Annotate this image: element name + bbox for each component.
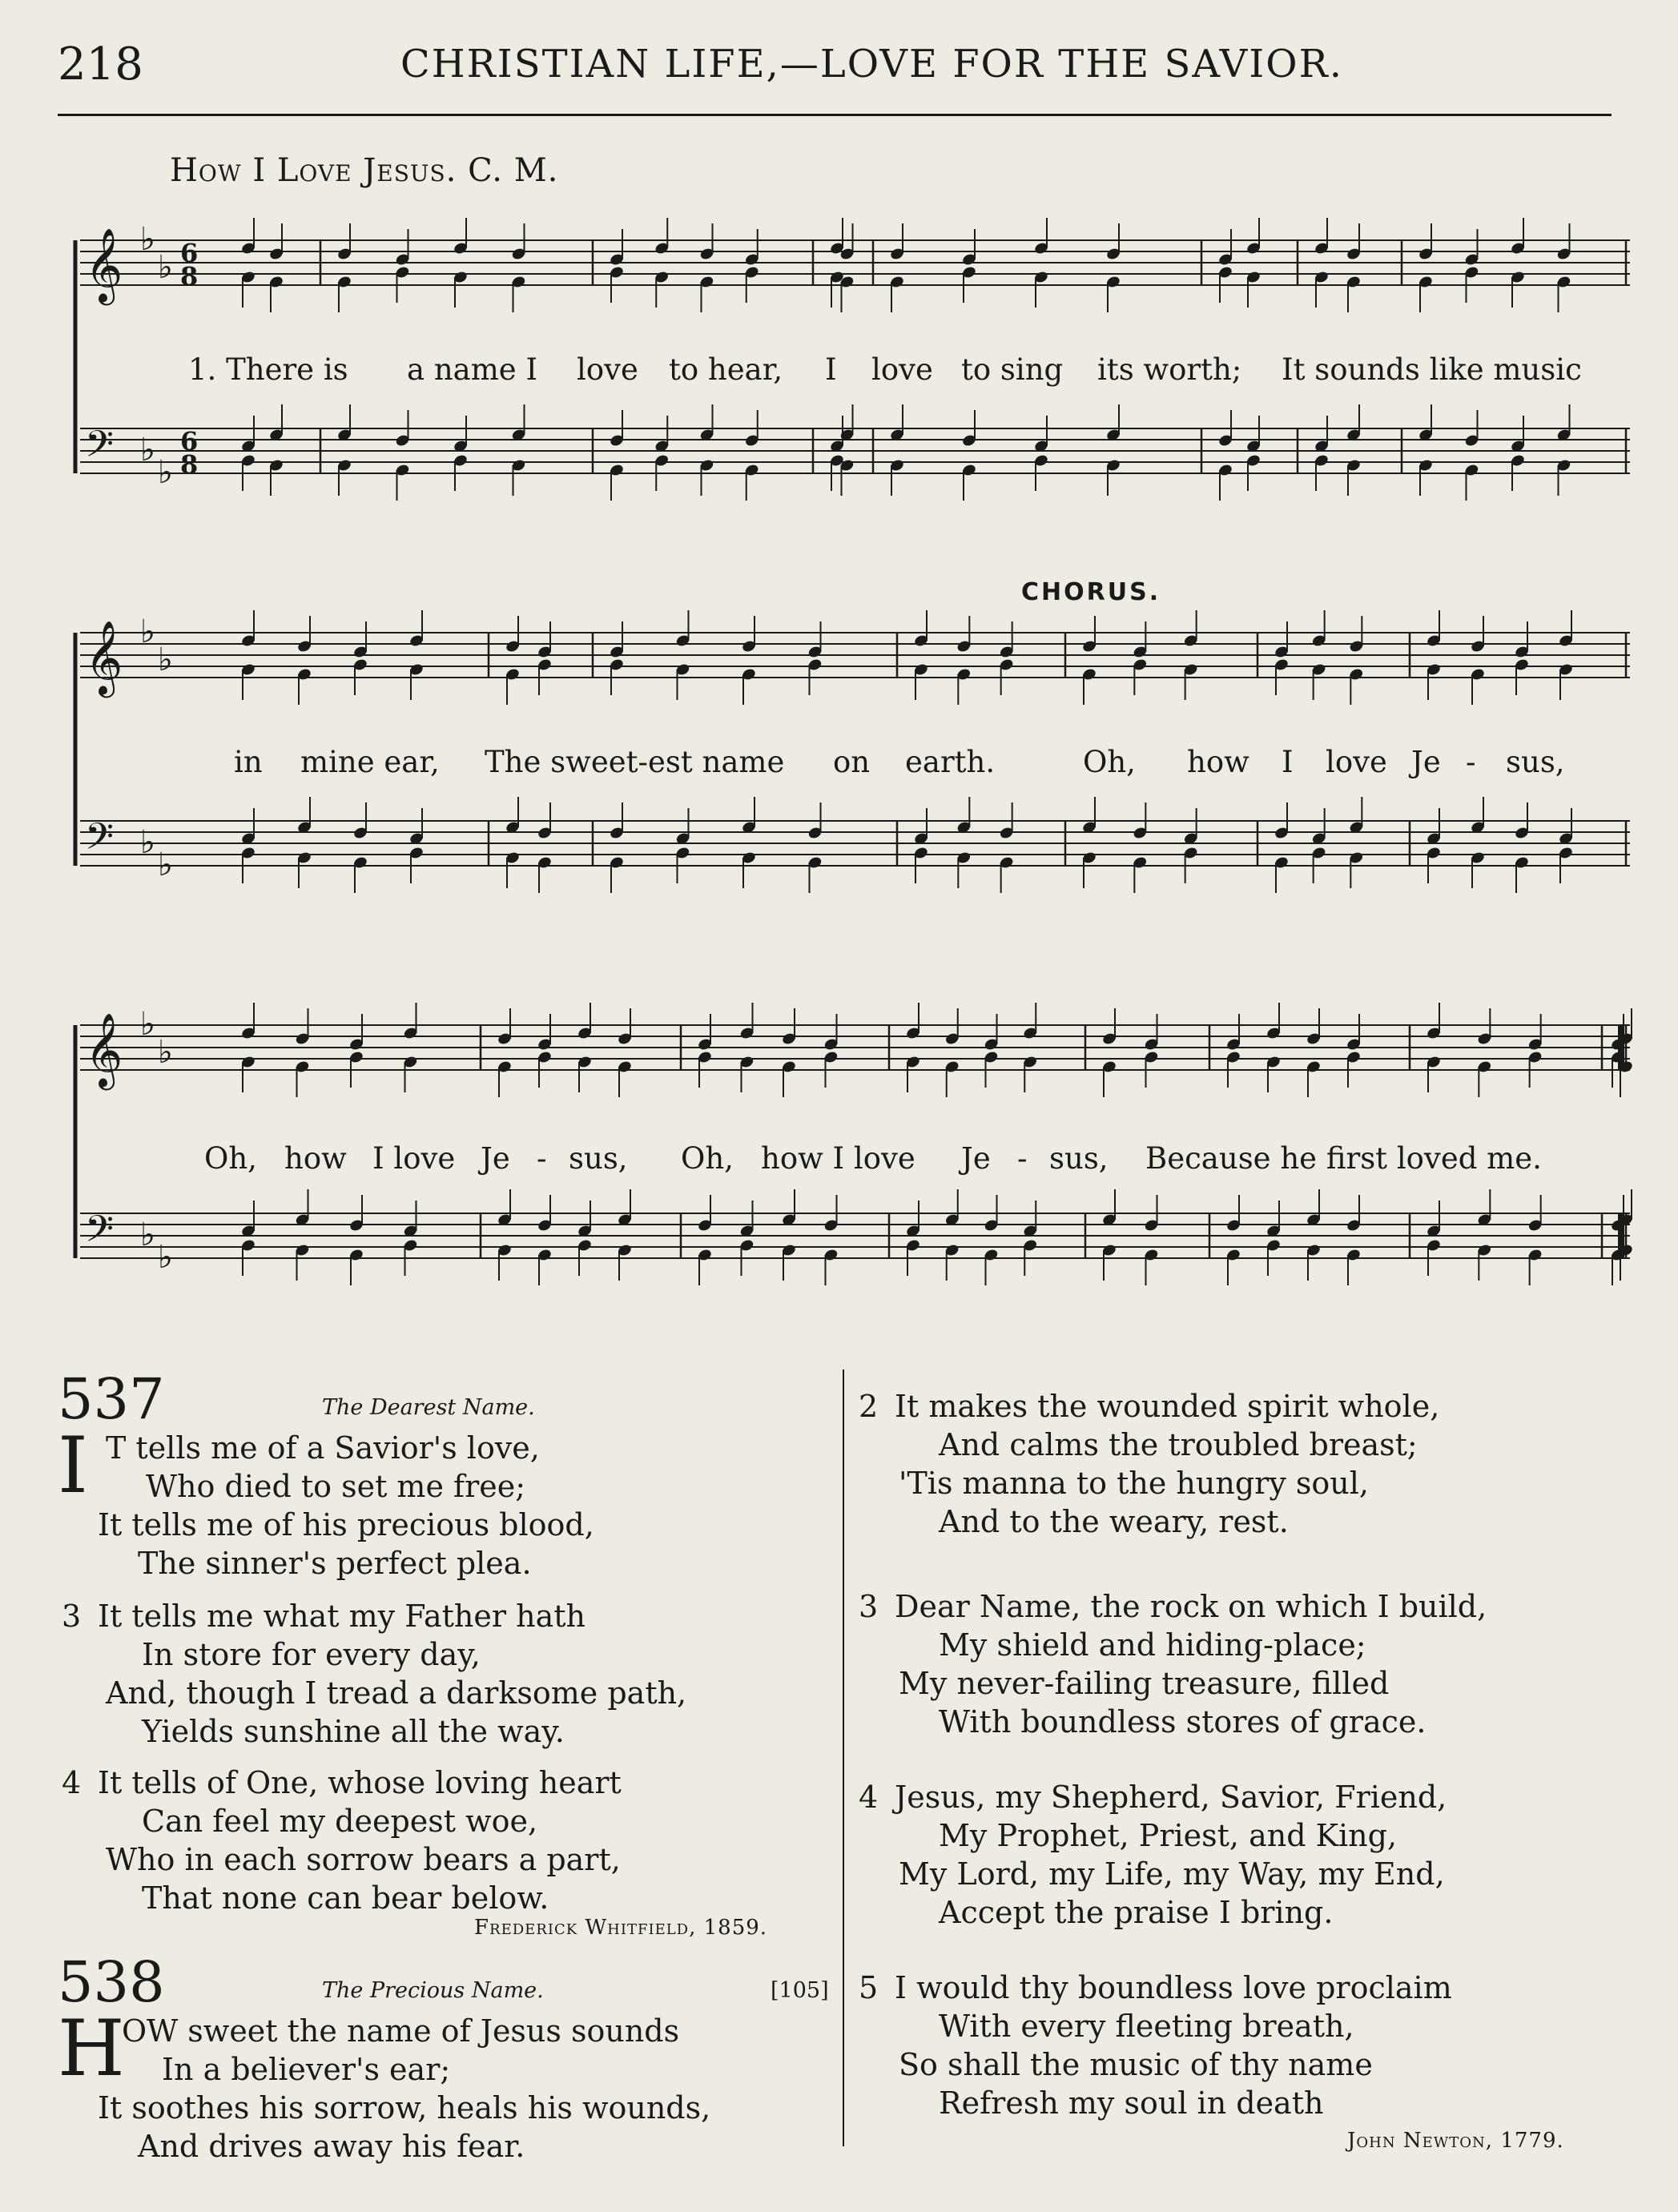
lyric-syllable: its worth; xyxy=(1097,352,1242,387)
lyric-syllable: sus, xyxy=(1049,1141,1109,1176)
tune-title: How I Love Jesus. C. M. xyxy=(170,152,559,189)
verse-line: And to the weary, rest. xyxy=(939,1504,1289,1539)
verse-line: Who died to set me free; xyxy=(146,1469,526,1504)
flat-icon: ♭ xyxy=(140,432,155,469)
flat-icon: ♭ xyxy=(158,454,173,491)
bass-staff-1 xyxy=(80,428,1630,473)
verse-number: 4 xyxy=(62,1765,82,1800)
verse-line: Yields sunshine all the way. xyxy=(142,1714,565,1749)
lyric-syllable: love xyxy=(871,352,933,387)
lyric-syllable: Oh, xyxy=(1083,745,1136,779)
lyric-syllable: Oh, xyxy=(681,1141,734,1176)
verse-line: My Lord, my Life, my Way, my End, xyxy=(899,1856,1445,1892)
lyric-syllable: - xyxy=(1466,745,1476,779)
treble-staff-1 xyxy=(80,240,1630,285)
lyric-syllable: I xyxy=(1282,745,1294,779)
header-rule xyxy=(58,114,1612,116)
page-number: 218 xyxy=(58,38,143,90)
verse-4 xyxy=(859,1778,1447,1932)
verse-5 xyxy=(859,1969,1452,2122)
verse-line: And drives away his fear. xyxy=(138,2129,525,2164)
verse-line: The sinner's perfect plea. xyxy=(138,1546,532,1581)
flat-icon: ♭ xyxy=(158,1034,173,1071)
lyric-syllable: love xyxy=(577,352,638,387)
verse-line: With every fleeting breath, xyxy=(939,2009,1354,2044)
lyric-syllable: Je xyxy=(481,1141,510,1176)
time-signature-bottom: 8 xyxy=(180,261,199,292)
verse-2 xyxy=(859,1387,1439,1541)
verse-number: 5 xyxy=(859,1970,879,2005)
treble-clef-icon: 𝄞 xyxy=(85,1012,123,1087)
lyric-syllable: mine ear, xyxy=(300,745,440,779)
hymn-title: The Dearest Name. xyxy=(322,1395,535,1420)
flat-icon: ♭ xyxy=(140,613,155,650)
music-system-3 xyxy=(64,1001,1634,1337)
flat-icon: ♭ xyxy=(158,249,173,286)
verse-line: Refresh my soul in death xyxy=(939,2085,1324,2121)
lyric-syllable: in xyxy=(234,745,263,779)
bass-clef-icon: 𝄢 xyxy=(85,423,115,475)
lyric-syllable: on xyxy=(833,745,871,779)
flat-icon: ♭ xyxy=(140,824,155,861)
flat-icon: ♭ xyxy=(140,1217,155,1253)
hymn-number: 538 xyxy=(58,1949,165,2015)
lyric-syllable: how I love xyxy=(761,1141,915,1176)
verse-line: That none can bear below. xyxy=(142,1880,549,1916)
time-signature-bottom: 8 xyxy=(180,449,199,480)
verse-line: So shall the music of thy name xyxy=(899,2047,1373,2082)
verse-line: OW sweet the name of Jesus sounds xyxy=(122,2013,680,2049)
lyric-syllable: love xyxy=(1326,745,1387,779)
verse-line: It makes the wounded spirit whole, xyxy=(895,1389,1440,1424)
bass-clef-icon: 𝄢 xyxy=(85,815,115,867)
attribution: John Newton, 1779. xyxy=(1347,2129,1564,2153)
lyric-syllable: Because he first loved me. xyxy=(1145,1141,1542,1176)
verse-line: It tells me of his precious blood, xyxy=(98,1507,594,1542)
hymn-number: 537 xyxy=(58,1366,165,1432)
flat-icon: ♭ xyxy=(158,847,173,883)
lyric-syllable: Je xyxy=(1411,745,1441,779)
verse-line: I would thy boundless love proclaim xyxy=(895,1970,1452,2005)
tune-reference: [105] xyxy=(771,1978,829,2003)
hymn-title: The Precious Name. xyxy=(322,1978,544,2003)
flat-icon: ♭ xyxy=(158,1239,173,1276)
lyric-syllable: to sing xyxy=(961,352,1064,387)
final-barline xyxy=(1618,1025,1624,1070)
lyric-syllable: - xyxy=(537,1141,547,1176)
drop-cap: I xyxy=(58,1421,88,1510)
lyric-line-1 xyxy=(64,352,1634,392)
verse-line: Who in each sorrow bears a part, xyxy=(106,1842,621,1877)
verse-line: My never-failing treasure, filled xyxy=(899,1666,1390,1701)
verse-line: It tells me what my Father hath xyxy=(98,1599,585,1634)
treble-staff-3 xyxy=(80,1025,1630,1070)
verse-line: T tells me of a Savior's love, xyxy=(106,1430,540,1466)
verse-line: 'Tis manna to the hungry soul, xyxy=(899,1466,1369,1501)
verse-line: Dear Name, the rock on which I build, xyxy=(895,1589,1487,1624)
lyric-syllable: 1. There is xyxy=(188,352,348,387)
verse-line: Can feel my deepest woe, xyxy=(142,1804,538,1839)
lyric-line-3 xyxy=(64,1141,1634,1181)
lyric-syllable: It sounds like music xyxy=(1282,352,1582,387)
music-system-2 xyxy=(64,609,1634,945)
verse-1 xyxy=(98,2012,734,2166)
bass-staff-3 xyxy=(80,1213,1630,1258)
lyric-syllable: The sweet-est name xyxy=(485,745,785,779)
time-signature-top: 6 xyxy=(180,238,199,268)
verse-3 xyxy=(62,1597,686,1751)
lyric-syllable: sus, xyxy=(1506,745,1565,779)
verse-line: Accept the praise I bring. xyxy=(939,1895,1334,1930)
final-barline xyxy=(1618,1213,1624,1258)
verse-1 xyxy=(98,1429,602,1583)
verse-line: Jesus, my Shepherd, Savior, Friend, xyxy=(895,1780,1447,1815)
lyric-syllable: a name I xyxy=(407,352,538,387)
flat-icon: ♭ xyxy=(158,641,173,678)
lyric-syllable: - xyxy=(1017,1141,1028,1176)
verse-4 xyxy=(62,1764,622,1917)
attribution: Frederick Whitfield, 1859. xyxy=(474,1916,768,1940)
verse-line: In store for every day, xyxy=(142,1637,481,1672)
treble-clef-icon: 𝄞 xyxy=(85,620,123,694)
time-signature-top: 6 xyxy=(180,426,199,456)
lyric-syllable: I love xyxy=(372,1141,456,1176)
verse-line: In a believer's ear; xyxy=(162,2052,451,2087)
treble-clef-icon: 𝄞 xyxy=(85,227,123,302)
lyric-syllable: earth. xyxy=(905,745,996,779)
column-divider xyxy=(843,1369,844,2146)
lyric-syllable: Oh, xyxy=(204,1141,257,1176)
bass-clef-icon: 𝄢 xyxy=(85,1208,115,1260)
bass-staff-2 xyxy=(80,821,1630,866)
chorus-label: CHORUS. xyxy=(1021,578,1161,606)
verse-number: 2 xyxy=(859,1389,879,1424)
flat-icon: ♭ xyxy=(140,221,155,258)
lyric-syllable: to hear, xyxy=(669,352,783,387)
flat-icon: ♭ xyxy=(140,1006,155,1043)
verse-line: My Prophet, Priest, and King, xyxy=(939,1818,1398,1853)
verse-line: And calms the troubled breast; xyxy=(939,1427,1418,1462)
verse-number: 3 xyxy=(859,1589,879,1624)
running-title: CHRISTIAN LIFE,—LOVE FOR THE SAVIOR. xyxy=(400,42,1344,86)
lyric-syllable: how xyxy=(284,1141,347,1176)
lyric-syllable: Je xyxy=(961,1141,991,1176)
verse-line: My shield and hiding-place; xyxy=(939,1627,1366,1663)
lyric-line-2 xyxy=(64,745,1634,785)
verse-line: And, though I tread a darksome path, xyxy=(106,1675,687,1711)
lyric-syllable: I xyxy=(825,352,837,387)
verse-line: It tells of One, whose loving heart xyxy=(98,1765,622,1800)
verse-line: With boundless stores of grace. xyxy=(939,1704,1427,1739)
treble-staff-2 xyxy=(80,633,1630,678)
verse-line: It soothes his sorrow, heals his wounds, xyxy=(98,2090,711,2126)
verse-number: 4 xyxy=(859,1780,879,1815)
verse-number: 3 xyxy=(62,1599,82,1634)
music-system-1 xyxy=(64,216,1634,553)
drop-cap: H xyxy=(58,2004,125,2093)
verse-3 xyxy=(859,1587,1487,1741)
lyric-syllable: how xyxy=(1187,745,1249,779)
lyric-syllable: sus, xyxy=(569,1141,628,1176)
